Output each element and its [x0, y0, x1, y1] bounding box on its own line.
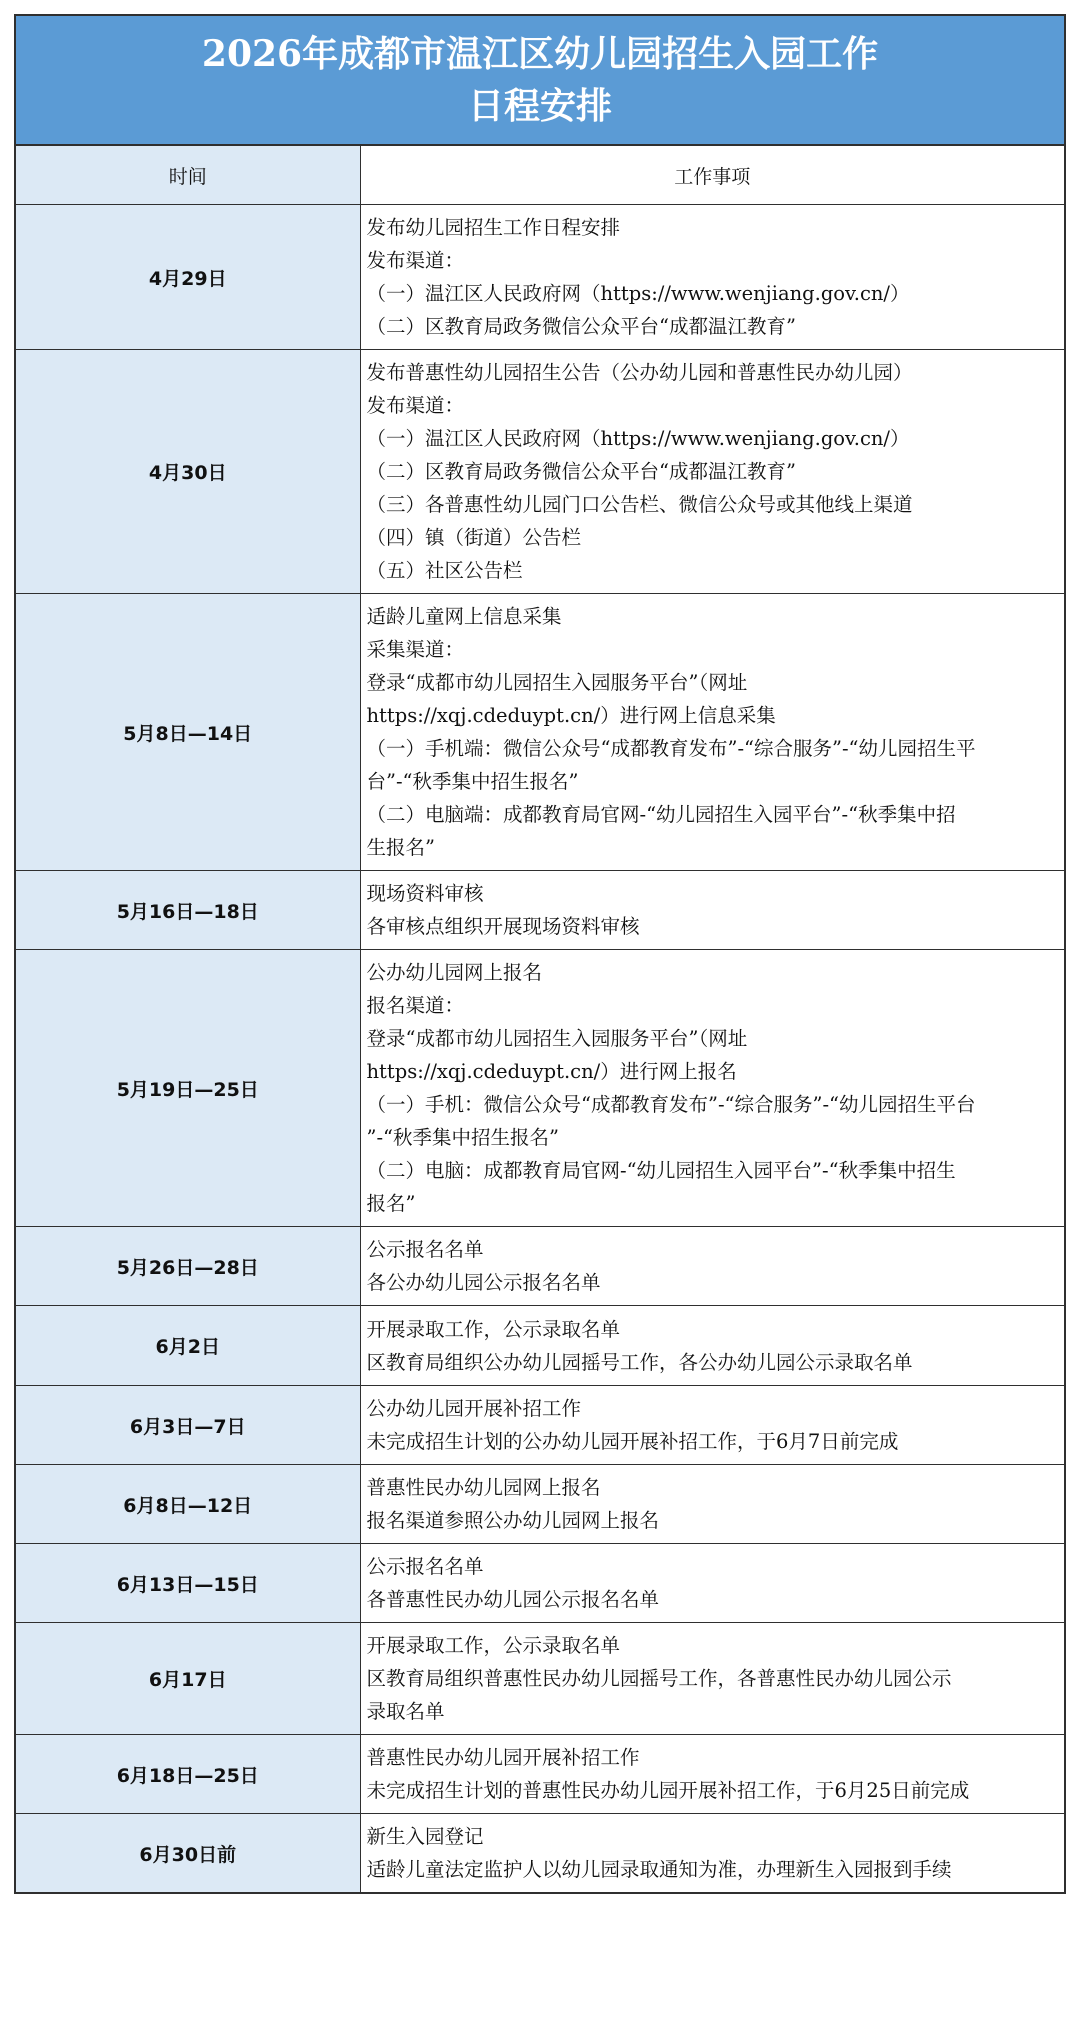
table-row — [16, 1306, 1064, 1386]
task-line: 开展录取工作，公示录取名单 — [366, 1634, 621, 1657]
title-line-1: 2026年成都市温江区幼儿园招生入园工作 — [201, 33, 879, 75]
task-line: （二）电脑：成都教育局官网-“幼儿园招生入园平台”-“秋季集中招生 — [366, 1159, 956, 1182]
task-line: （五）社区公告栏 — [366, 559, 523, 582]
row-time: 6月30日前 — [16, 1814, 360, 1893]
table-row — [16, 1623, 1064, 1735]
row-task — [360, 1623, 1064, 1735]
task-line: 发布普惠性幼儿园招生公告（公办幼儿园和普惠性民办幼儿园） — [366, 361, 913, 384]
title-line-2: 日程安排 — [467, 85, 612, 127]
table-row — [16, 1544, 1064, 1623]
task-line: （二）电脑端：成都教育局官网-“幼儿园招生入园平台”-“秋季集中招 — [366, 803, 956, 826]
row-time: 5月8日—14日 — [16, 594, 360, 871]
task-line: 适龄儿童法定监护人以幼儿园录取通知为准，办理新生入园报到手续 — [366, 1858, 952, 1881]
task-line: （三）各普惠性幼儿园门口公告栏、微信公众号或其他线上渠道 — [366, 493, 913, 516]
task-line: 适龄儿童网上信息采集 — [366, 605, 562, 628]
row-time: 4月29日 — [16, 205, 360, 350]
row-task — [360, 1735, 1064, 1814]
task-line: （一）温江区人民政府网（https://www.wenjiang.gov.cn/） — [366, 427, 910, 450]
task-line: 各普惠性民办幼儿园公示报名名单 — [366, 1588, 660, 1611]
task-line: 台”-“秋季集中招生报名” — [366, 770, 579, 793]
table-row — [16, 350, 1064, 594]
task-line: 发布幼儿园招生工作日程安排 — [366, 216, 621, 239]
task-line: 登录“成都市幼儿园招生入园服务平台”（网址 — [366, 671, 748, 694]
task-line: 未完成招生计划的普惠性民办幼儿园开展补招工作，于6月25日前完成 — [366, 1779, 970, 1802]
task-line: https://xqj.cdeduypt.cn/）进行网上报名 — [366, 1060, 737, 1083]
table-row — [16, 1465, 1064, 1544]
task-line: （二）区教育局政务微信公众平台“成都温江教育” — [366, 315, 796, 338]
task-line: 发布渠道： — [366, 249, 465, 272]
task-line: 现场资料审核 — [366, 882, 484, 905]
row-task — [360, 1386, 1064, 1465]
row-time: 6月8日—12日 — [16, 1465, 360, 1544]
table-row — [16, 1227, 1064, 1306]
task-line: （一）手机端：微信公众号“成都教育发布”-“综合服务”-“幼儿园招生平 — [366, 737, 976, 760]
row-time: 6月3日—7日 — [16, 1386, 360, 1465]
task-line: 登录“成都市幼儿园招生入园服务平台”（网址 — [366, 1027, 748, 1050]
row-time: 6月18日—25日 — [16, 1735, 360, 1814]
task-line: 报名” — [366, 1192, 416, 1215]
task-line: 区教育局组织公办幼儿园摇号工作，各公办幼儿园公示录取名单 — [366, 1350, 913, 1374]
row-task — [360, 594, 1064, 871]
table-row — [16, 1735, 1064, 1814]
task-line: 公示报名名单 — [366, 1555, 484, 1578]
task-line: 各审核点组织开展现场资料审核 — [366, 915, 640, 938]
row-time: 6月13日—15日 — [16, 1544, 360, 1623]
table-row — [16, 594, 1064, 871]
document-title — [16, 16, 1064, 146]
task-line: （二）区教育局政务微信公众平台“成都温江教育” — [366, 460, 796, 483]
schedule-document — [14, 14, 1066, 1894]
task-line: 公示报名名单 — [366, 1238, 484, 1261]
row-task — [360, 871, 1064, 950]
table-row — [16, 950, 1064, 1227]
task-line: （四）镇（街道）公告栏 — [366, 526, 582, 549]
row-task — [360, 1465, 1064, 1544]
row-time: 4月30日 — [16, 350, 360, 594]
table-row — [16, 871, 1064, 950]
task-line: 报名渠道参照公办幼儿园网上报名 — [366, 1509, 660, 1532]
header-time: 时间 — [16, 146, 360, 205]
row-task — [360, 950, 1064, 1227]
task-line: 发布渠道： — [366, 394, 465, 417]
schedule-rows — [16, 205, 1064, 1893]
task-line: 公办幼儿园开展补招工作 — [366, 1397, 582, 1420]
row-time: 5月16日—18日 — [16, 871, 360, 950]
task-line: 录取名单 — [366, 1700, 445, 1723]
schedule-table — [16, 146, 1064, 1892]
task-line: （一）手机：微信公众号“成都教育发布”-“综合服务”-“幼儿园招生平台 — [366, 1093, 976, 1116]
task-line: 新生入园登记 — [366, 1825, 484, 1848]
row-task — [360, 1306, 1064, 1386]
task-line: 采集渠道： — [366, 638, 465, 661]
task-line: 生报名” — [366, 836, 435, 859]
row-time: 6月17日 — [16, 1623, 360, 1735]
row-task — [360, 1227, 1064, 1306]
task-line: https://xqj.cdeduypt.cn/）进行网上信息采集 — [366, 704, 776, 727]
task-line: 区教育局组织普惠性民办幼儿园摇号工作，各普惠性民办幼儿园公示 — [366, 1667, 952, 1690]
table-row — [16, 1814, 1064, 1893]
task-line: ”-“秋季集中招生报名” — [366, 1126, 559, 1149]
task-line: 开展录取工作，公示录取名单 — [366, 1317, 621, 1341]
task-line: 公办幼儿园网上报名 — [366, 961, 543, 984]
task-line: （一）温江区人民政府网（https://www.wenjiang.gov.cn/） — [366, 282, 910, 305]
row-task — [360, 1814, 1064, 1893]
table-row — [16, 1386, 1064, 1465]
task-line: 普惠性民办幼儿园开展补招工作 — [366, 1746, 640, 1769]
task-line: 报名渠道： — [366, 994, 465, 1017]
table-header-row — [16, 146, 1064, 205]
table-row — [16, 205, 1064, 350]
row-task — [360, 350, 1064, 594]
task-line: 未完成招生计划的公办幼儿园开展补招工作，于6月7日前完成 — [366, 1430, 899, 1453]
task-line: 普惠性民办幼儿园网上报名 — [366, 1476, 601, 1499]
row-time: 6月2日 — [16, 1306, 360, 1386]
row-time: 5月19日—25日 — [16, 950, 360, 1227]
row-task — [360, 1544, 1064, 1623]
row-time: 5月26日—28日 — [16, 1227, 360, 1306]
header-task: 工作事项 — [360, 146, 1064, 205]
task-line: 各公办幼儿园公示报名名单 — [366, 1271, 601, 1294]
row-task — [360, 205, 1064, 350]
